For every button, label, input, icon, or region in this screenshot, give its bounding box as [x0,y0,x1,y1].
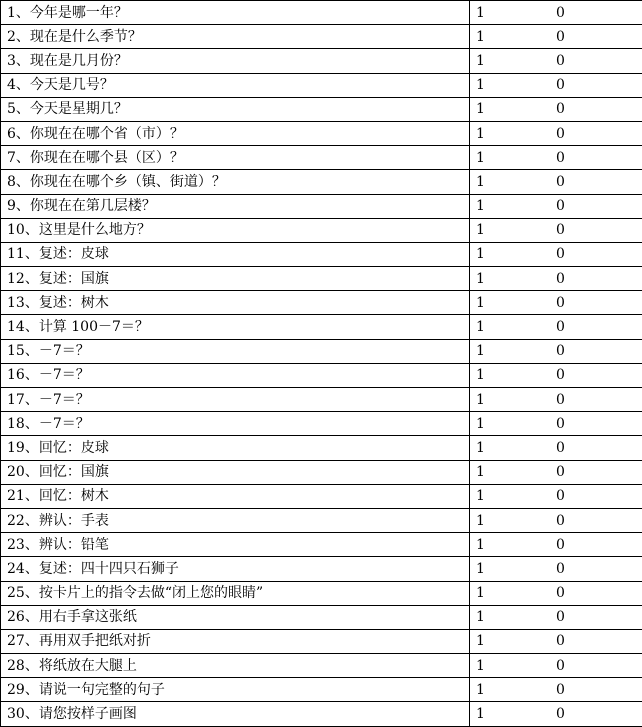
score-incorrect: 0 [556,512,565,529]
table-row [1,267,642,291]
table-row [1,412,642,436]
question-cell: 27、再用双手把纸对折 [1,629,470,653]
question-cell: 29、请说一句完整的句子 [1,678,470,702]
score-correct: 1 [476,52,485,69]
score-cell [470,460,642,484]
score-incorrect: 0 [556,536,565,553]
score-correct: 1 [476,222,485,239]
question-cell: 24、复述：四十四只石狮子 [1,557,470,581]
table-row [1,146,642,170]
question-cell: 25、按卡片上的指令去做“闭上您的眼睛” [1,581,470,605]
table-row [1,49,642,73]
score-cell [470,363,642,387]
score-incorrect: 0 [556,173,565,190]
score-correct: 1 [476,415,485,432]
question-cell: 3、现在是几月份？ [1,49,470,73]
score-cell [470,170,642,194]
score-correct: 1 [476,319,485,336]
question-cell: 10、这里是什么地方？ [1,218,470,242]
score-correct: 1 [476,439,485,456]
score-correct: 1 [476,149,485,166]
question-cell: 6、你现在在哪个省（市）？ [1,121,470,145]
score-cell [470,242,642,266]
score-cell [470,557,642,581]
question-cell: 11、复述：皮球 [1,242,470,266]
question-cell: 23、辨认：铅笔 [1,533,470,557]
question-cell: 18、－7＝？ [1,412,470,436]
question-cell: 14、计算 100－7＝？ [1,315,470,339]
question-cell: 8、你现在在哪个乡（镇、街道）？ [1,170,470,194]
score-correct: 1 [476,633,485,650]
score-cell [470,25,642,49]
score-cell [470,121,642,145]
table-row [1,291,642,315]
question-cell: 30、请您按样子画图 [1,702,470,726]
question-cell: 7、你现在在哪个县（区）？ [1,146,470,170]
question-cell: 13、复述：树木 [1,291,470,315]
question-cell: 15、－7＝？ [1,339,470,363]
score-cell [470,702,642,726]
table-row [1,557,642,581]
table-row [1,315,642,339]
question-cell: 4、今天是几号？ [1,73,470,97]
table-row [1,121,642,145]
table-row [1,25,642,49]
score-correct: 1 [476,585,485,602]
table-row [1,508,642,532]
score-incorrect: 0 [556,488,565,505]
score-incorrect: 0 [556,125,565,142]
question-cell: 28、将纸放在大腿上 [1,654,470,678]
score-incorrect: 0 [556,464,565,481]
question-cell: 1、今年是哪一年？ [1,1,470,25]
score-cell [470,654,642,678]
table-row [1,484,642,508]
score-correct: 1 [476,512,485,529]
question-cell: 12、复述：国旗 [1,267,470,291]
score-cell [470,315,642,339]
score-correct: 1 [476,4,485,21]
score-incorrect: 0 [556,585,565,602]
score-correct: 1 [476,560,485,577]
table-row [1,654,642,678]
table-row [1,460,642,484]
score-correct: 1 [476,77,485,94]
question-cell: 22、辨认：手表 [1,508,470,532]
score-incorrect: 0 [556,367,565,384]
score-cell [470,339,642,363]
question-cell: 16、－7＝？ [1,363,470,387]
score-correct: 1 [476,488,485,505]
table-row [1,605,642,629]
score-incorrect: 0 [556,77,565,94]
score-correct: 1 [476,536,485,553]
score-cell [470,605,642,629]
score-correct: 1 [476,657,485,674]
score-correct: 1 [476,173,485,190]
score-correct: 1 [476,246,485,263]
question-cell: 2、现在是什么季节？ [1,25,470,49]
score-incorrect: 0 [556,294,565,311]
score-correct: 1 [476,125,485,142]
table-row [1,581,642,605]
score-incorrect: 0 [556,439,565,456]
score-incorrect: 0 [556,706,565,723]
question-cell: 19、回忆：皮球 [1,436,470,460]
score-cell [470,581,642,605]
score-incorrect: 0 [556,198,565,215]
score-correct: 1 [476,464,485,481]
score-correct: 1 [476,706,485,723]
score-correct: 1 [476,101,485,118]
score-incorrect: 0 [556,391,565,408]
question-cell: 5、今天是星期几？ [1,97,470,121]
score-correct: 1 [476,609,485,626]
score-correct: 1 [476,343,485,360]
score-cell [470,73,642,97]
table-row [1,678,642,702]
score-correct: 1 [476,198,485,215]
score-correct: 1 [476,681,485,698]
score-cell [470,49,642,73]
table-row [1,1,642,25]
score-incorrect: 0 [556,4,565,21]
table-row [1,242,642,266]
score-cell [470,291,642,315]
table-row [1,339,642,363]
score-cell [470,267,642,291]
score-incorrect: 0 [556,415,565,432]
table-row [1,702,642,726]
score-correct: 1 [476,367,485,384]
score-incorrect: 0 [556,149,565,166]
score-cell [470,1,642,25]
score-incorrect: 0 [556,101,565,118]
score-incorrect: 0 [556,560,565,577]
table-row [1,73,642,97]
table-row [1,436,642,460]
score-incorrect: 0 [556,52,565,69]
table-row [1,218,642,242]
table-body [1,1,642,727]
score-incorrect: 0 [556,270,565,287]
question-cell: 17、－7＝？ [1,388,470,412]
score-cell [470,146,642,170]
score-incorrect: 0 [556,633,565,650]
table-row [1,97,642,121]
score-cell [470,629,642,653]
question-cell: 20、回忆：国旗 [1,460,470,484]
question-cell: 26、用右手拿这张纸 [1,605,470,629]
table-row [1,388,642,412]
score-cell [470,388,642,412]
score-incorrect: 0 [556,657,565,674]
score-incorrect: 0 [556,28,565,45]
table-row [1,363,642,387]
score-incorrect: 0 [556,681,565,698]
score-cell [470,436,642,460]
question-cell: 9、你现在在第几层楼？ [1,194,470,218]
question-cell: 21、回忆：树木 [1,484,470,508]
table-row [1,533,642,557]
table-row [1,629,642,653]
score-cell [470,484,642,508]
score-correct: 1 [476,270,485,287]
table-row [1,194,642,218]
score-incorrect: 0 [556,222,565,239]
score-cell [470,97,642,121]
score-cell [470,412,642,436]
score-incorrect: 0 [556,319,565,336]
score-correct: 1 [476,28,485,45]
score-incorrect: 0 [556,609,565,626]
score-correct: 1 [476,391,485,408]
score-incorrect: 0 [556,246,565,263]
score-correct: 1 [476,294,485,311]
score-cell [470,533,642,557]
score-cell [470,218,642,242]
score-cell [470,508,642,532]
score-cell [470,678,642,702]
score-incorrect: 0 [556,343,565,360]
table-row [1,170,642,194]
score-cell [470,194,642,218]
